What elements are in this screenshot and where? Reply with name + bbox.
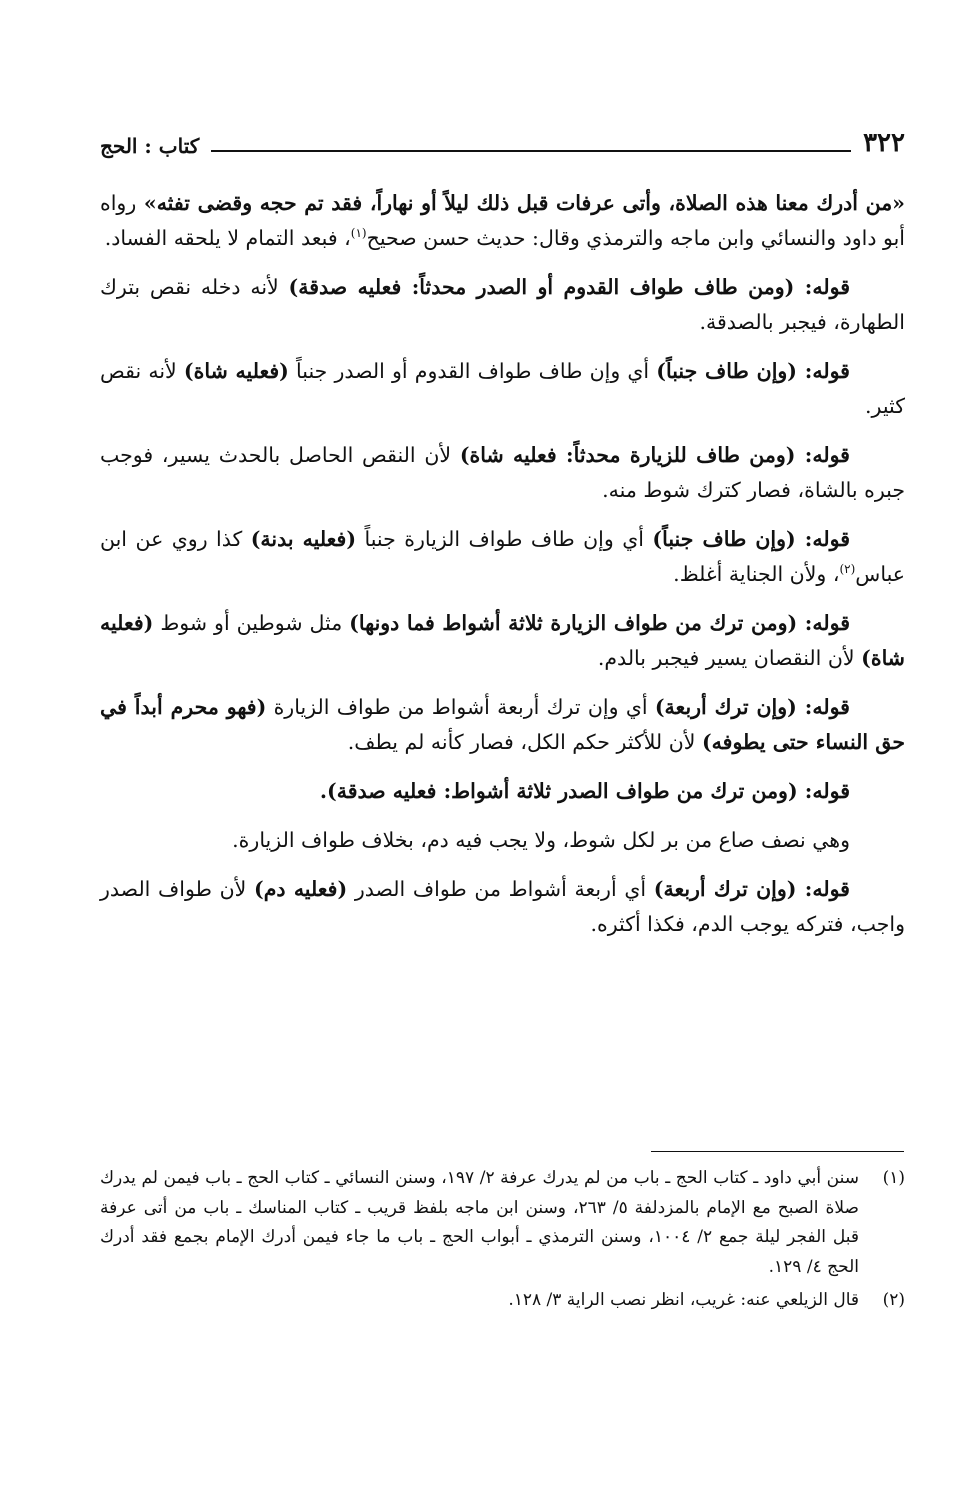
footnote-ref: (١) <box>350 226 367 241</box>
paragraph <box>100 872 905 942</box>
bold-matn-text: (ومن ترك من طواف الصدر ثلاثة أشواط: فعليه صدقة). <box>319 779 798 803</box>
commentary-text: رواه أبو داود والنسائي وابن ماجه والترمذي وقال: حديث حسن صحيح <box>100 191 905 250</box>
footnote-text: سنن أبي داود ـ كتاب الحج ـ باب من لم يدرك عرفة ٢/ ١٩٧، وسنن النسائي ـ كتاب الحج ـ باب فيمن لم يدرك صلاة الصبح مع الإمام بالمزدلفة ٥/ ٢٦٣، وسنن ابن ماجه بلفظ قريب ـ كتاب المناسك ـ باب من أتى عرفة قبل الفجر ليلة جمع ٢/ ١٠٠٤، وسنن الترمذي ـ أبواب الحج ـ باب ما جاء فيمن أدرك الإمام بجمع فقد أدرك الحج ٤/ ١٢٩. <box>100 1168 859 1277</box>
paragraph <box>100 354 905 424</box>
commentary-text: أي وإن طاف طواف الزيارة جنباً <box>356 527 653 551</box>
commentary-text: لأنه دخله نقص بترك الطهارة، فيجبر بالصدقة. <box>100 275 905 334</box>
commentary-text: ، فبعد التمام لا يلحقه الفساد. <box>104 226 351 250</box>
bold-matn-text: (وإن ترك أربعة) <box>653 877 797 901</box>
commentary-text: لأن النقص الحاصل بالحدث يسير، فوجب جبره بالشاة، فصار كترك شوط منه. <box>100 443 905 502</box>
qawluhu-marker: قوله: <box>797 779 850 803</box>
bold-matn-text: (فعليه دم) <box>254 877 348 901</box>
commentary-text: أي أربعة أشواط من طواف الصدر <box>347 877 654 901</box>
paragraph <box>100 438 905 508</box>
footnote <box>100 1286 905 1316</box>
commentary-text: كذا روي عن ابن عباس <box>100 527 905 586</box>
commentary-text: مثل شوطين أو شوط <box>153 611 350 635</box>
paragraph <box>100 774 905 809</box>
paragraph <box>100 690 905 760</box>
commentary-text: لأنه نقص كثير. <box>100 359 905 418</box>
bold-matn-text: (فهو محرم أبداً في حق النساء حتى يطوفه) <box>100 695 905 754</box>
qawluhu-marker: قوله: <box>795 527 850 551</box>
qawluhu-marker: قوله: <box>795 443 850 467</box>
footnotes <box>100 1164 905 1320</box>
qawluhu-marker: قوله: <box>794 275 850 299</box>
running-title: كتاب : الحج <box>100 134 200 158</box>
bold-matn-text: (وإن طاف جنباً) <box>652 527 796 551</box>
main-text <box>100 186 905 956</box>
bold-matn-text: (فعليه شاة) <box>100 611 905 670</box>
bold-matn-text: (ومن طاف للزيارة محدثاً: فعليه شاة) <box>459 443 796 467</box>
qawluhu-marker: قوله: <box>796 877 850 901</box>
bold-matn-text: «من أدرك معنا هذه الصلاة، وأتى عرفات قبل ذلك ليلاً أو نهاراً، فقد تم حجه وقضى تفثه» <box>136 191 905 215</box>
bold-matn-text: (وإن طاف جنباً) <box>656 359 797 383</box>
bold-matn-text: (فعليه بدنة) <box>250 527 357 551</box>
paragraph <box>100 186 905 256</box>
commentary-text: لأن طواف الصدر واجب، فتركه يوجب الدم، فكذا أكثره. <box>100 877 905 936</box>
footnote-separator <box>651 1151 904 1152</box>
footnote-text: قال الزيلعي عنه: غريب، انظر نصب الراية ٣/ ١٢٨. <box>508 1290 859 1310</box>
bold-matn-text: (وإن ترك أربعة) <box>654 695 797 719</box>
bold-matn-text: (ومن طاف طواف القدوم أو الصدر محدثاً: فعليه صدقة) <box>288 275 795 299</box>
qawluhu-marker: قوله: <box>797 611 850 635</box>
paragraph <box>100 823 905 858</box>
paragraph <box>100 522 905 592</box>
footnote <box>100 1164 905 1282</box>
bold-matn-text: (ومن ترك من طواف الزيارة ثلاثة أشواط فما دونها) <box>349 611 798 635</box>
commentary-text: وهي نصف صاع من بر لكل شوط، ولا يجب فيه دم، بخلاف طواف الزيارة. <box>232 828 850 852</box>
footnote-ref: (٢) <box>839 562 856 577</box>
commentary-text: ، ولأن الجناية أغلظ. <box>673 562 840 586</box>
qawluhu-marker: قوله: <box>797 359 850 383</box>
commentary-text: أي وإن طاف طواف القدوم أو الصدر جنباً <box>288 359 657 383</box>
page-number: ٣٢٢ <box>863 128 905 158</box>
commentary-text: لأن للأكثر حكم الكل، فصار كأنه لم يطف. <box>347 730 702 754</box>
qawluhu-marker: قوله: <box>796 695 850 719</box>
footnote-number: (١) <box>882 1168 905 1188</box>
commentary-text: لأن النقصان يسير فيجبر بالدم. <box>597 646 862 670</box>
footnote-number: (٢) <box>882 1290 905 1310</box>
paragraph <box>100 270 905 340</box>
paragraph <box>100 606 905 676</box>
page-header <box>100 124 905 156</box>
commentary-text: أي وإن ترك أربعة أشواط من طواف الزيارة <box>266 695 655 719</box>
header-rule <box>211 150 851 152</box>
bold-matn-text: (فعليه شاة) <box>183 359 289 383</box>
